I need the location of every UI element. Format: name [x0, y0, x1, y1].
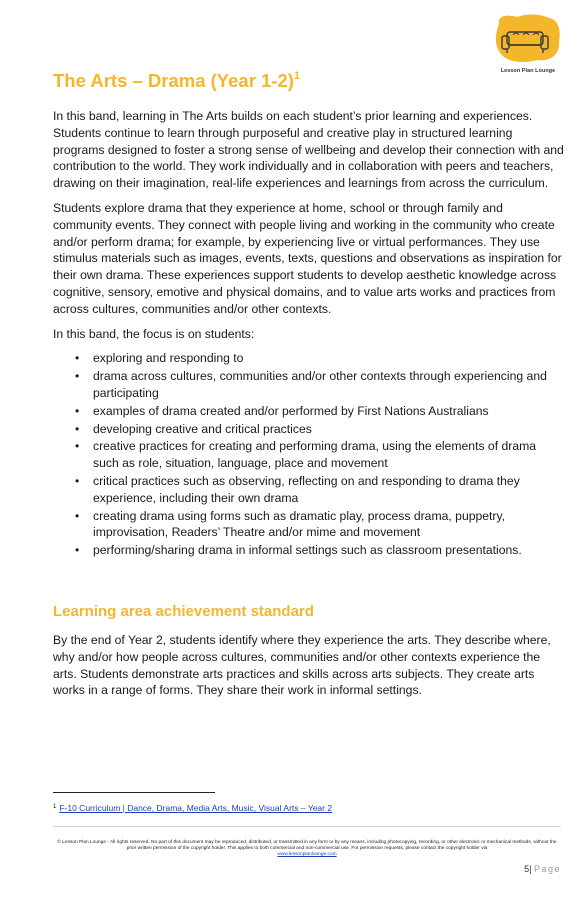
document-body: [53, 108, 565, 707]
list-item: • exploring and responding to: [93, 350, 565, 367]
footnote-number: 1: [53, 804, 57, 810]
footnote: [53, 803, 332, 813]
logo-text: Lesson Plan Lounge: [500, 68, 556, 74]
list-item: • creative practices for creating and performing drama, using the elements of drama such as role, situation, language, place and movement: [93, 438, 565, 472]
website-link[interactable]: www.lessonplanlounge.com: [277, 852, 337, 858]
footnote-link[interactable]: F-10 Curriculum | Dance, Drama, Media Arts, Music, Visual Arts – Year 2: [59, 803, 333, 813]
focus-list: [53, 350, 565, 559]
page-title: [53, 70, 300, 92]
list-item: • drama across cultures, communities and/or other contexts through experiencing and participating: [93, 368, 565, 402]
lesson-plan-lounge-logo: [493, 14, 563, 72]
page-separator: |: [529, 864, 532, 874]
list-item: • examples of drama created and/or performed by First Nations Australians: [93, 403, 565, 420]
list-item: • performing/sharing drama in informal settings such as classroom presentations.: [93, 542, 565, 559]
title-footnote-ref[interactable]: 1: [293, 70, 301, 82]
drama-paragraph: Students explore drama that they experience at home, school or through family and community events. They connect with people living and working in the community who create and/or perform drama; for example, by experiencing live or virtual performances. They use stimulus materials such as images, events, texts, questions and observations as inspiration for their own drama. These experiences support students to develop aesthetic knowledge across cognitive, sensory, emotive and physical domains, and to value arts works and practices from across cultures, communities and/or other contexts.: [53, 200, 562, 316]
title-text: The Arts – Drama (Year 1-2): [53, 70, 294, 91]
achievement-paragraph: By the end of Year 2, students identify where they experience the arts. They describe where, why and/or how people across cultures, communities and/or other contexts experience the arts. Students demonstrate arts practices and skills across arts subjects. They create arts works in a range of forms. They share their work in informal settings.: [53, 632, 551, 698]
intro-paragraph: In this band, learning in The Arts builds on each student’s prior learning and experiences. Students continue to learn through purposeful and creative play in structured learning programs designed to foster a strong sense of wellbeing and develop their connection with and contribution to the world. They work individually and in collaboration with peers and teachers, drawing on their imagination, real-life experiences and learnings from across the curriculum.: [53, 109, 564, 191]
footnote-divider: [53, 792, 215, 793]
focus-lead-in: In this band, the focus is on students:: [53, 326, 255, 341]
list-item: • developing creative and critical practices: [93, 421, 565, 438]
sofa-logo-icon: [493, 14, 563, 64]
achievement-heading: Learning area achievement standard: [53, 602, 314, 620]
page-number-value: 5: [524, 864, 530, 874]
copyright-notice: [53, 840, 561, 859]
page-number: [524, 864, 561, 874]
page-label: Page: [533, 864, 561, 874]
copyright-text: © Lesson Plan Lounge - All rights reserved. No part of this document may be reproduced, distributed, or transmitted in any form or by any means, including photocopying, recording, or other electronic or mechanical methods, without the prior written permission of the copyright holder. This applies to both commercial and non-commercial use. For permission requests, please contact the copyright holder via: [57, 840, 557, 852]
footer-divider: [53, 826, 561, 827]
list-item: • creating drama using forms such as dramatic play, process drama, puppetry, improvisation, Readers’ Theatre and/or mime and movement: [93, 508, 565, 542]
list-item: • critical practices such as observing, reflecting on and responding to drama they experience, including their own drama: [93, 473, 565, 507]
